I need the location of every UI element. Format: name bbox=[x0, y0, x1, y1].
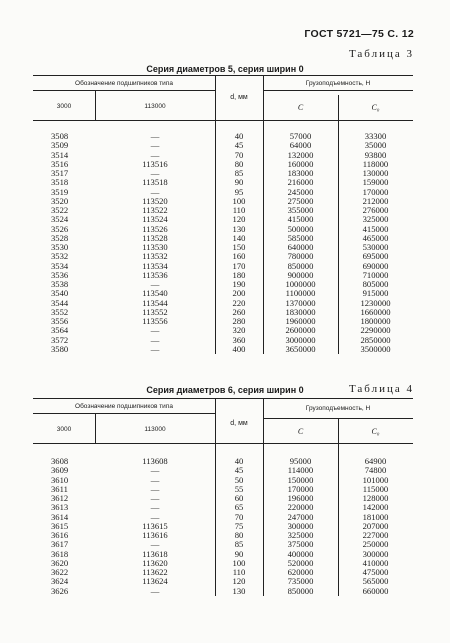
table4-row bbox=[33, 476, 413, 485]
table4-row bbox=[33, 587, 413, 596]
type1-designation-cell: 3540 bbox=[51, 288, 69, 299]
dynamic-load-cell: 300000 bbox=[287, 520, 314, 531]
type2-designation-cell: — bbox=[150, 465, 160, 476]
type1-designation-cell: 3613 bbox=[51, 502, 69, 513]
dynamic-load-cell: 520000 bbox=[287, 557, 314, 568]
dynamic-load-cell: 400000 bbox=[287, 548, 314, 559]
bore-diameter-cell: 120 bbox=[232, 214, 246, 225]
type2-designation-cell: — bbox=[150, 585, 160, 596]
dynamic-load-cell: 850000 bbox=[287, 585, 314, 596]
static-load-cell: 695000 bbox=[362, 251, 389, 262]
static-load-cell: 142000 bbox=[362, 502, 389, 513]
type1-designation-cell: 3530 bbox=[51, 242, 69, 252]
bore-diameter-cell: 40 bbox=[234, 456, 244, 466]
table4-number-label: Таблица 4 bbox=[348, 383, 414, 395]
dynamic-load-cell: 95000 bbox=[289, 456, 312, 466]
type2-designation-cell: 113536 bbox=[142, 269, 168, 280]
dynamic-load-cell: 1830000 bbox=[285, 306, 316, 317]
type1-designation-cell: 3612 bbox=[51, 493, 69, 503]
static-load-cell: 276000 bbox=[362, 205, 389, 215]
static-load-cell: 2850000 bbox=[360, 334, 391, 345]
dynamic-load-cell: 216000 bbox=[287, 177, 314, 188]
static-load-cell: 159000 bbox=[362, 177, 389, 188]
bore-diameter-cell: 190 bbox=[232, 279, 246, 289]
type2-designation-cell: 113608 bbox=[142, 456, 168, 466]
dynamic-load-cell: 1000000 bbox=[285, 279, 316, 289]
type1-designation-cell: 3614 bbox=[51, 511, 69, 522]
table3-row bbox=[33, 317, 413, 326]
type1-designation-cell: 3580 bbox=[51, 343, 69, 354]
type2-designation-cell: 113616 bbox=[142, 530, 168, 540]
dynamic-load-cell: 900000 bbox=[287, 269, 314, 280]
bore-diameter-cell: 110 bbox=[232, 567, 246, 577]
table3-row bbox=[33, 141, 413, 150]
type1-designation-cell: 3532 bbox=[51, 251, 69, 262]
table4-type2-header: 113000 bbox=[144, 426, 166, 433]
type1-designation-cell: 3610 bbox=[51, 474, 69, 485]
static-load-cell: 1660000 bbox=[360, 306, 391, 317]
table3-body bbox=[33, 121, 413, 354]
bore-diameter-cell: 70 bbox=[234, 149, 244, 160]
bore-diameter-cell: 360 bbox=[232, 334, 246, 345]
type1-designation-cell: 3609 bbox=[51, 465, 69, 476]
type1-designation-cell: 3552 bbox=[51, 306, 69, 317]
type1-designation-cell: 3514 bbox=[51, 149, 69, 160]
static-load-cell: 181000 bbox=[362, 511, 389, 522]
type1-designation-cell: 3626 bbox=[51, 585, 69, 596]
bore-diameter-cell: 200 bbox=[232, 288, 246, 299]
dynamic-load-cell: 275000 bbox=[287, 195, 314, 206]
dynamic-load-cell: 220000 bbox=[287, 502, 314, 513]
table4-row bbox=[33, 503, 413, 512]
table3-row bbox=[33, 289, 413, 298]
type2-designation-cell: 113518 bbox=[142, 177, 168, 188]
static-load-cell: 530000 bbox=[362, 242, 389, 252]
table4-type1-header: 3000 bbox=[56, 426, 72, 433]
table3-row bbox=[33, 262, 413, 271]
table4-capacity-header: Грузоподъемность, Н bbox=[305, 405, 371, 412]
dynamic-load-cell: 355000 bbox=[287, 205, 314, 215]
type1-designation-cell: 3518 bbox=[51, 177, 69, 188]
type2-designation-cell: 113534 bbox=[142, 260, 168, 271]
type2-designation-cell: 113540 bbox=[142, 288, 168, 299]
bore-diameter-cell: 130 bbox=[232, 223, 246, 234]
bore-diameter-cell: 140 bbox=[232, 232, 246, 243]
type1-designation-cell: 3556 bbox=[51, 316, 69, 326]
type1-designation-cell: 3528 bbox=[51, 232, 69, 243]
bore-diameter-cell: 100 bbox=[232, 557, 246, 568]
bore-diameter-cell: 50 bbox=[234, 474, 244, 485]
type2-designation-cell: 113622 bbox=[142, 567, 168, 577]
table4-d-header: d, мм bbox=[230, 420, 248, 427]
type2-designation-cell: — bbox=[150, 493, 160, 503]
table4-row bbox=[33, 540, 413, 549]
bore-diameter-cell: 75 bbox=[234, 520, 244, 531]
static-load-cell: 475000 bbox=[362, 567, 389, 577]
table3-d-header: d, мм bbox=[230, 94, 248, 101]
static-load-cell: 74800 bbox=[364, 465, 387, 476]
type2-designation-cell: 113530 bbox=[142, 242, 168, 252]
type1-designation-cell: 3524 bbox=[51, 214, 69, 225]
static-load-cell: 118000 bbox=[362, 158, 389, 169]
table3-row bbox=[33, 215, 413, 224]
dynamic-load-cell: 160000 bbox=[287, 158, 314, 169]
dynamic-load-cell: 585000 bbox=[287, 232, 314, 243]
dynamic-load-cell: 500000 bbox=[287, 223, 314, 234]
static-load-cell: 64900 bbox=[364, 456, 387, 466]
type2-designation-cell: — bbox=[150, 186, 160, 197]
dynamic-load-cell: 196000 bbox=[287, 493, 314, 503]
table4-row bbox=[33, 466, 413, 475]
table3-c-header: C bbox=[297, 103, 304, 112]
table3-capacity-header: Грузоподъемность, Н bbox=[305, 80, 371, 87]
table3-row bbox=[33, 206, 413, 215]
static-load-cell: 35000 bbox=[364, 140, 387, 151]
static-load-cell: 250000 bbox=[362, 539, 389, 550]
type2-designation-cell: 113526 bbox=[142, 223, 168, 234]
type1-designation-cell: 3534 bbox=[51, 260, 69, 271]
table3-row bbox=[33, 252, 413, 261]
type1-designation-cell: 3520 bbox=[51, 195, 69, 206]
table4-row bbox=[33, 577, 413, 586]
type2-designation-cell: 113524 bbox=[142, 214, 168, 225]
bore-diameter-cell: 80 bbox=[234, 530, 244, 540]
table3-row bbox=[33, 234, 413, 243]
table4-row bbox=[33, 513, 413, 522]
bore-diameter-cell: 90 bbox=[234, 548, 244, 559]
dynamic-load-cell: 247000 bbox=[287, 511, 314, 522]
type1-designation-cell: 3522 bbox=[51, 205, 69, 215]
bore-diameter-cell: 40 bbox=[234, 131, 244, 141]
static-load-cell: 115000 bbox=[362, 483, 389, 494]
table3-row bbox=[33, 326, 413, 335]
table3-row bbox=[33, 197, 413, 206]
static-load-cell: 690000 bbox=[362, 260, 389, 271]
table4-c-header: C bbox=[297, 427, 304, 436]
bore-diameter-cell: 150 bbox=[232, 242, 246, 252]
type1-designation-cell: 3526 bbox=[51, 223, 69, 234]
type2-designation-cell: 113522 bbox=[142, 205, 168, 215]
type1-designation-cell: 3620 bbox=[51, 557, 69, 568]
dynamic-load-cell: 375000 bbox=[287, 539, 314, 550]
type2-designation-cell: 113528 bbox=[142, 232, 168, 243]
type1-designation-cell: 3622 bbox=[51, 567, 69, 577]
table4-row bbox=[33, 559, 413, 568]
type2-designation-cell: — bbox=[150, 483, 160, 494]
table3-row bbox=[33, 308, 413, 317]
table3-type2-header: 113000 bbox=[144, 103, 166, 110]
dynamic-load-cell: 150000 bbox=[287, 474, 314, 485]
type2-designation-cell: 113544 bbox=[142, 297, 168, 308]
type1-designation-cell: 3509 bbox=[51, 140, 69, 151]
table3-row bbox=[33, 169, 413, 178]
dynamic-load-cell: 1100000 bbox=[285, 288, 316, 299]
type1-designation-cell: 3572 bbox=[51, 334, 69, 345]
table4-row bbox=[33, 531, 413, 540]
type2-designation-cell: — bbox=[150, 325, 160, 336]
static-load-cell: 3500000 bbox=[360, 343, 391, 354]
static-load-cell: 565000 bbox=[362, 576, 389, 587]
table3-row bbox=[33, 271, 413, 280]
table3-designation-header: Обозначение подшипников типа bbox=[75, 80, 173, 87]
type1-designation-cell: 3564 bbox=[51, 325, 69, 336]
table3-row bbox=[33, 345, 413, 354]
dynamic-load-cell: 1370000 bbox=[285, 297, 316, 308]
dynamic-load-cell: 3650000 bbox=[285, 343, 316, 354]
static-load-cell: 101000 bbox=[362, 474, 389, 485]
table3-row bbox=[33, 160, 413, 169]
type2-designation-cell: — bbox=[150, 334, 160, 345]
type1-designation-cell: 3538 bbox=[51, 279, 69, 289]
dynamic-load-cell: 415000 bbox=[287, 214, 314, 225]
type2-designation-cell: 113615 bbox=[142, 520, 168, 531]
type2-designation-cell: — bbox=[150, 502, 160, 513]
bore-diameter-cell: 160 bbox=[232, 251, 246, 262]
type2-designation-cell: — bbox=[150, 168, 160, 178]
static-load-cell: 227000 bbox=[362, 530, 389, 540]
table3 bbox=[33, 75, 413, 354]
table4-header bbox=[33, 398, 413, 444]
table3-row bbox=[33, 151, 413, 160]
type1-designation-cell: 3517 bbox=[51, 168, 69, 178]
type2-designation-cell: 113520 bbox=[142, 195, 168, 206]
table3-row bbox=[33, 178, 413, 187]
type2-designation-cell: — bbox=[150, 474, 160, 485]
static-load-cell: 465000 bbox=[362, 232, 389, 243]
static-load-cell: 130000 bbox=[362, 168, 389, 178]
bore-diameter-cell: 60 bbox=[234, 493, 244, 503]
type1-designation-cell: 3516 bbox=[51, 158, 69, 169]
table4-row bbox=[33, 457, 413, 466]
dynamic-load-cell: 57000 bbox=[289, 131, 312, 141]
static-load-cell: 710000 bbox=[362, 269, 389, 280]
type1-designation-cell: 3544 bbox=[51, 297, 69, 308]
type2-designation-cell: 113556 bbox=[142, 316, 168, 326]
type1-designation-cell: 3616 bbox=[51, 530, 69, 540]
bore-diameter-cell: 85 bbox=[234, 539, 244, 550]
type2-designation-cell: 113624 bbox=[142, 576, 168, 587]
type2-designation-cell: — bbox=[150, 149, 160, 160]
bore-diameter-cell: 100 bbox=[232, 195, 246, 206]
static-load-cell: 1800000 bbox=[360, 316, 391, 326]
static-load-cell: 325000 bbox=[362, 214, 389, 225]
bore-diameter-cell: 260 bbox=[232, 306, 246, 317]
dynamic-load-cell: 132000 bbox=[287, 149, 314, 160]
table4-row bbox=[33, 485, 413, 494]
dynamic-load-cell: 325000 bbox=[287, 530, 314, 540]
page-header: ГОСТ 5721—75 С. 12 bbox=[304, 28, 414, 40]
static-load-cell: 415000 bbox=[362, 223, 389, 234]
type2-designation-cell: — bbox=[150, 140, 160, 151]
type2-designation-cell: — bbox=[150, 511, 160, 522]
bore-diameter-cell: 95 bbox=[234, 186, 244, 197]
bore-diameter-cell: 90 bbox=[234, 177, 244, 188]
table3-row bbox=[33, 188, 413, 197]
table4-title: Серия диаметров 6, серия ширин 0 bbox=[146, 385, 304, 395]
type2-designation-cell: 113618 bbox=[142, 548, 168, 559]
table3-row bbox=[33, 243, 413, 252]
static-load-cell: 300000 bbox=[362, 548, 389, 559]
type1-designation-cell: 3536 bbox=[51, 269, 69, 280]
bore-diameter-cell: 180 bbox=[232, 269, 246, 280]
static-load-cell: 1230000 bbox=[360, 297, 391, 308]
table3-type1-header: 3000 bbox=[56, 103, 72, 110]
bore-diameter-cell: 400 bbox=[232, 343, 246, 354]
static-load-cell: 915000 bbox=[362, 288, 389, 299]
bore-diameter-cell: 220 bbox=[232, 297, 246, 308]
table3-row bbox=[33, 299, 413, 308]
table3-row bbox=[33, 225, 413, 234]
static-load-cell: 128000 bbox=[362, 493, 389, 503]
table3-header bbox=[33, 75, 413, 121]
table4-designation-header: Обозначение подшипников типа bbox=[75, 403, 173, 410]
bore-diameter-cell: 110 bbox=[232, 205, 246, 215]
dynamic-load-cell: 2600000 bbox=[285, 325, 316, 336]
dynamic-load-cell: 114000 bbox=[287, 465, 314, 476]
bore-diameter-cell: 170 bbox=[232, 260, 246, 271]
type2-designation-cell: — bbox=[150, 279, 160, 289]
dynamic-load-cell: 620000 bbox=[287, 567, 314, 577]
static-load-cell: 93800 bbox=[364, 149, 387, 160]
dynamic-load-cell: 1960000 bbox=[285, 316, 316, 326]
dynamic-load-cell: 780000 bbox=[287, 251, 314, 262]
static-load-cell: 212000 bbox=[362, 195, 389, 206]
table3-title: Серия диаметров 5, серия ширин 0 bbox=[146, 64, 304, 74]
bore-diameter-cell: 130 bbox=[232, 585, 246, 596]
static-load-cell: 660000 bbox=[362, 585, 389, 596]
bore-diameter-cell: 280 bbox=[232, 316, 246, 326]
dynamic-load-cell: 850000 bbox=[287, 260, 314, 271]
table3-number-label: Таблица 3 bbox=[348, 48, 414, 60]
dynamic-load-cell: 170000 bbox=[287, 483, 314, 494]
type1-designation-cell: 3519 bbox=[51, 186, 69, 197]
dynamic-load-cell: 735000 bbox=[287, 576, 314, 587]
table3-row bbox=[33, 336, 413, 345]
static-load-cell: 207000 bbox=[362, 520, 389, 531]
dynamic-load-cell: 64000 bbox=[289, 140, 312, 151]
bore-diameter-cell: 120 bbox=[232, 576, 246, 587]
type1-designation-cell: 3608 bbox=[51, 456, 69, 466]
table4-row bbox=[33, 522, 413, 531]
table3-row bbox=[33, 132, 413, 141]
dynamic-load-cell: 3000000 bbox=[285, 334, 316, 345]
static-load-cell: 410000 bbox=[362, 557, 389, 568]
type2-designation-cell: 113532 bbox=[142, 251, 168, 262]
dynamic-load-cell: 245000 bbox=[287, 186, 314, 197]
static-load-cell: 33300 bbox=[364, 131, 387, 141]
type2-designation-cell: 113620 bbox=[142, 557, 168, 568]
bore-diameter-cell: 45 bbox=[234, 140, 244, 151]
bore-diameter-cell: 320 bbox=[232, 325, 246, 336]
table4-row bbox=[33, 568, 413, 577]
type2-designation-cell: — bbox=[150, 131, 160, 141]
bore-diameter-cell: 55 bbox=[234, 483, 244, 494]
type1-designation-cell: 3615 bbox=[51, 520, 69, 531]
bore-diameter-cell: 45 bbox=[234, 465, 244, 476]
static-load-cell: 170000 bbox=[362, 186, 389, 197]
type2-designation-cell: — bbox=[150, 539, 160, 550]
type1-designation-cell: 3611 bbox=[51, 483, 68, 494]
table3-row bbox=[33, 280, 413, 289]
dynamic-load-cell: 640000 bbox=[287, 242, 314, 252]
table4-row bbox=[33, 494, 413, 503]
table4-c0-header: C₀ bbox=[371, 427, 380, 436]
static-load-cell: 805000 bbox=[362, 279, 389, 289]
type1-designation-cell: 3618 bbox=[51, 548, 69, 559]
table4-body bbox=[33, 444, 413, 596]
table4 bbox=[33, 398, 413, 596]
dynamic-load-cell: 183000 bbox=[287, 168, 314, 178]
table3-c0-header: C₀ bbox=[371, 103, 380, 112]
bore-diameter-cell: 65 bbox=[234, 502, 244, 513]
bore-diameter-cell: 85 bbox=[234, 168, 244, 178]
bore-diameter-cell: 70 bbox=[234, 511, 244, 522]
type1-designation-cell: 3508 bbox=[51, 131, 69, 141]
bore-diameter-cell: 80 bbox=[234, 158, 244, 169]
type2-designation-cell: 113552 bbox=[142, 306, 168, 317]
static-load-cell: 2290000 bbox=[360, 325, 391, 336]
type2-designation-cell: 113516 bbox=[142, 158, 168, 169]
type1-designation-cell: 3624 bbox=[51, 576, 69, 587]
type1-designation-cell: 3617 bbox=[51, 539, 69, 550]
table4-row bbox=[33, 550, 413, 559]
type2-designation-cell: — bbox=[150, 343, 160, 354]
